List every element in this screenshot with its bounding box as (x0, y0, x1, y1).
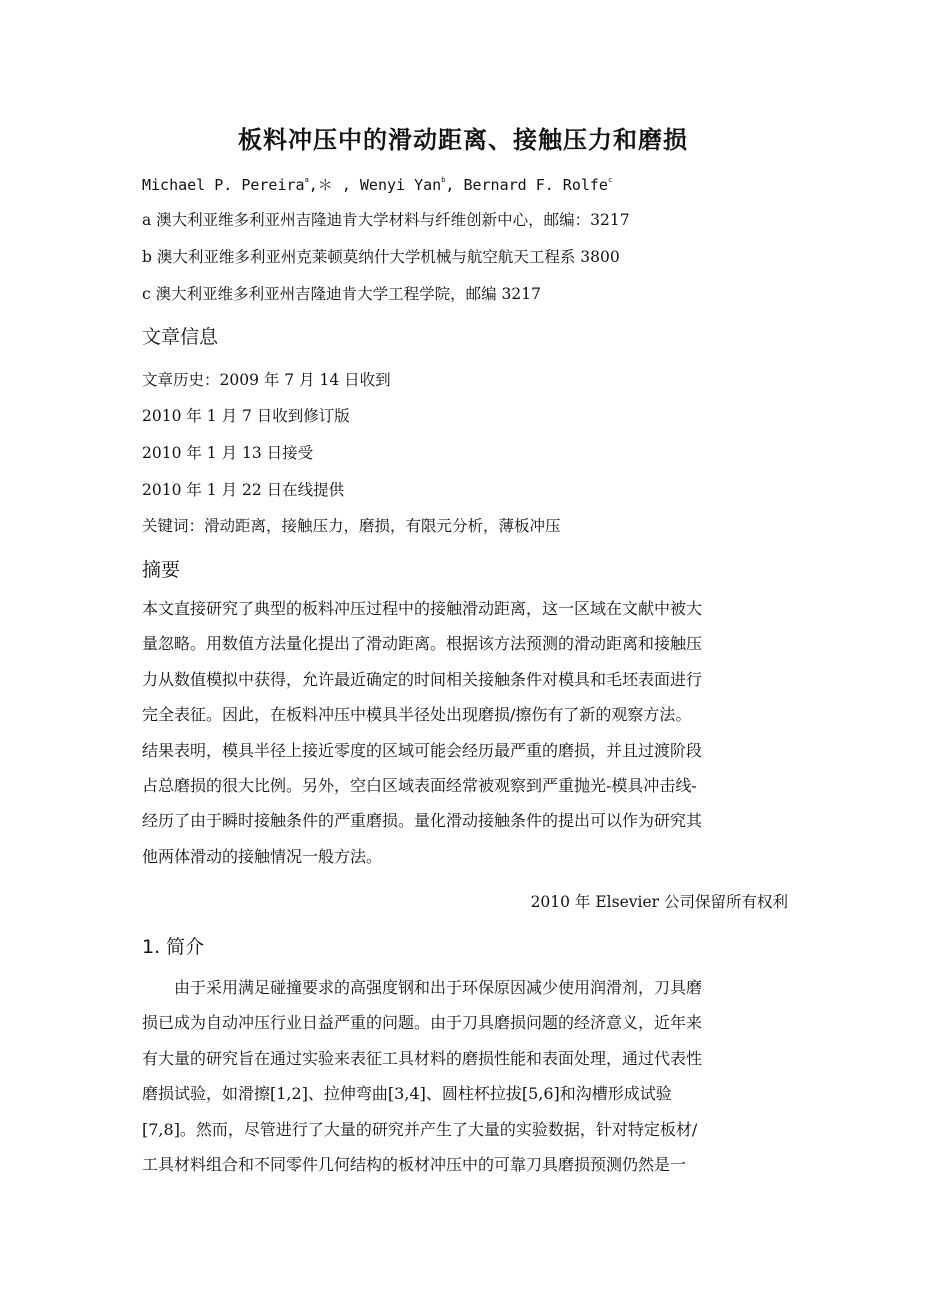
keywords: 关键词：滑动距离，接触压力，磨损，有限元分析，薄板冲压 (142, 517, 561, 535)
intro-line: [7,8]。然而，尽管进行了大量的研究并产生了大量的实验数据，针对特定板材/ (142, 1119, 698, 1139)
history-online: 2010 年 1 月 22 日在线提供 (142, 481, 345, 499)
abstract-line: 量忽略。用数值方法量化提出了滑动距离。根据该方法预测的滑动距离和接触压 (142, 634, 703, 654)
abstract-line: 他两体滑动的接触情况一般方法。 (142, 846, 383, 866)
author-name: Michael P. Pereira (142, 176, 305, 194)
author-name: Bernard F. Rolfe (454, 176, 608, 194)
author-separator: , (445, 176, 455, 194)
abstract-line: 力从数值模拟中获得，允许最近确定的时间相关接触条件对模具和毛坯表面进行 (142, 669, 703, 689)
paper-title: 板料冲压中的滑动距离、接触压力和磨损 (238, 126, 688, 154)
intro-line: 由于采用满足碰撞要求的高强度钢和出于环保原因减少使用润滑剂，刀具磨 (142, 978, 703, 997)
introduction-body (142, 970, 788, 1182)
abstract-line: 完全表征。因此，在板料冲压中模具半径处出现磨损/擦伤有了新的观察方法。 (142, 705, 692, 725)
history-revised: 2010 年 1 月 7 日收到修订版 (142, 407, 350, 425)
abstract-body (142, 591, 788, 874)
copyright-notice: 2010 年 Elsevier 公司保留所有权利 (530, 893, 788, 911)
affiliation-c: c 澳大利亚维多利亚州吉隆迪肯大学工程学院，邮编 3217 (142, 285, 541, 303)
section-heading-introduction: 1. 简介 (142, 936, 205, 958)
author-affiliation-mark: b (441, 176, 446, 184)
corresponding-mark: ,＊ , (308, 176, 351, 194)
abstract-line: 占总磨损的很大比例。另外，空白区域表面经常被观察到严重抛光-模具冲击线- (142, 775, 697, 795)
author-line (142, 174, 612, 195)
abstract-line: 结果表明，模具半径上接近零度的区域可能会经历最严重的磨损，并且过渡阶段 (142, 740, 703, 760)
intro-line: 损已成为自动冲压行业日益严重的问题。由于刀具磨损问题的经济意义，近年来 (142, 1013, 703, 1033)
history-received: 文章历史：2009 年 7 月 14 日收到 (142, 371, 391, 389)
abstract-line: 经历了由于瞬时接触条件的严重磨损。量化滑动接触条件的提出可以作为研究其 (142, 811, 703, 831)
intro-line: 工具材料组合和不同零件几何结构的板材冲压中的可靠刀具磨损预测仍然是一 (142, 1154, 687, 1174)
author-affiliation-mark: a (304, 176, 309, 184)
intro-line: 有大量的研究旨在通过实验来表征工具材料的磨损性能和表面处理，通过代表性 (142, 1048, 703, 1068)
abstract-line: 本文直接研究了典型的板料冲压过程中的接触滑动距离，这一区域在文献中被大 (142, 599, 703, 618)
author-name: Wenyi Yan (350, 176, 442, 194)
article-info-heading: 文章信息 (142, 326, 219, 348)
intro-line: 磨损试验，如滑擦[1,2]、拉伸弯曲[3,4]、圆柱杯拉拔[5,6]和沟槽形成试验 (142, 1084, 672, 1104)
history-accepted: 2010 年 1 月 13 日接受 (142, 444, 314, 462)
abstract-heading: 摘要 (142, 559, 181, 581)
author-affiliation-mark: c (607, 176, 613, 184)
affiliation-b: b 澳大利亚维多利亚州克莱顿莫纳什大学机械与航空航天工程系 3800 (142, 248, 620, 266)
affiliation-a: a 澳大利亚维多利亚州吉隆迪肯大学材料与纤维创新中心，邮编：3217 (142, 211, 630, 229)
